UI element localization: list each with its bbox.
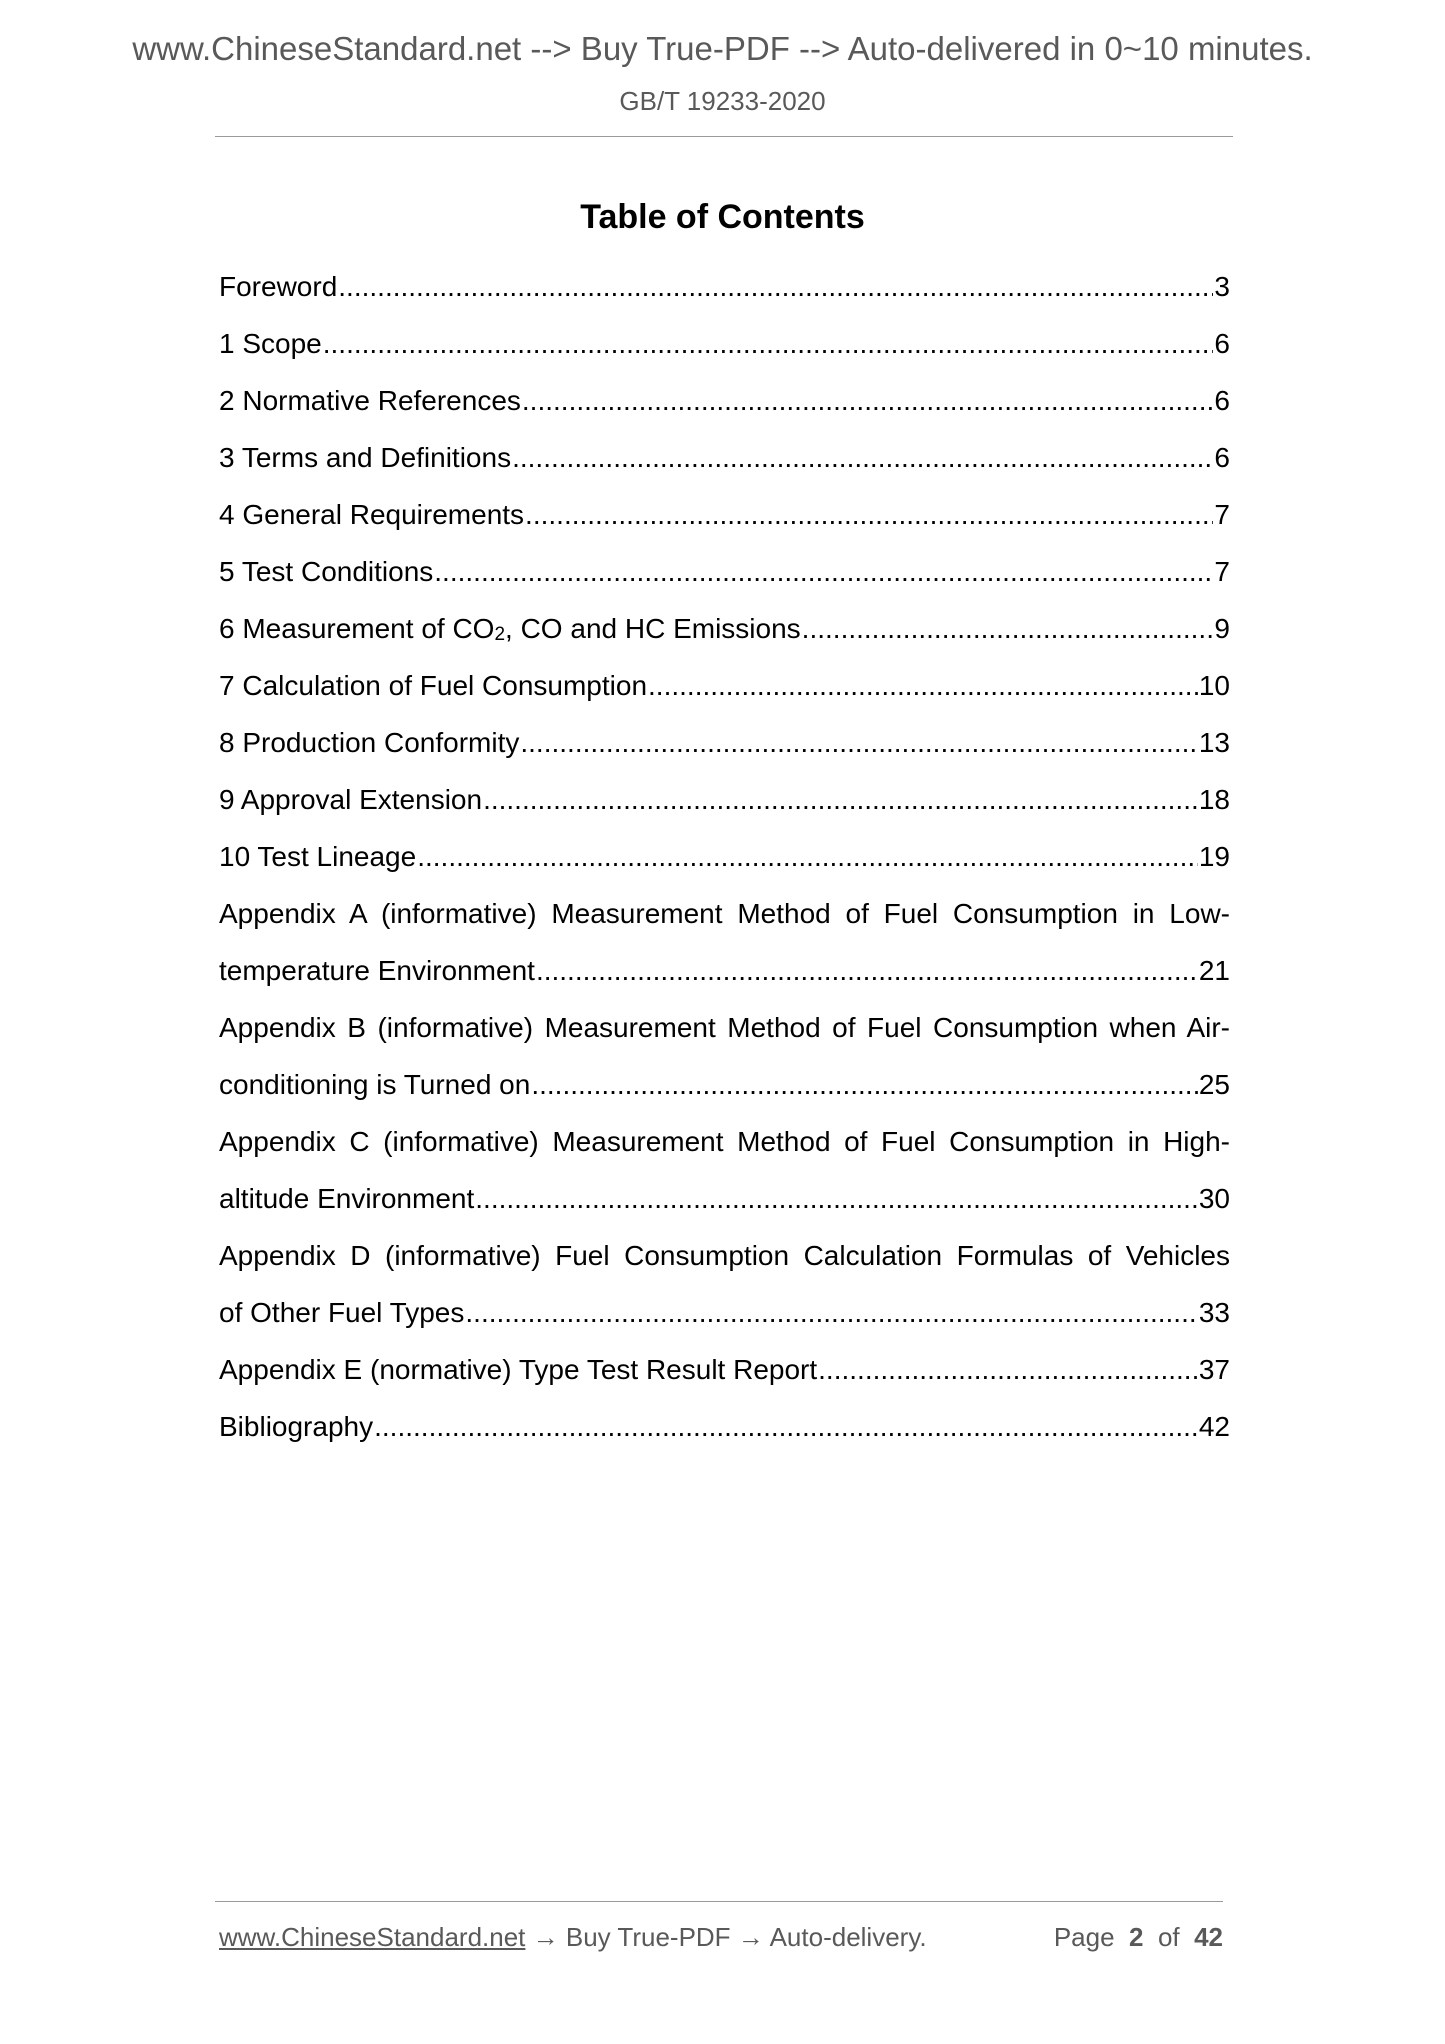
page-word: Page <box>1053 1922 1115 1952</box>
toc-entry-label: 7 Calculation of Fuel Consumption <box>219 670 648 701</box>
toc-entry-bibliography[interactable] <box>219 1398 1230 1455</box>
toc-page-number: 19 <box>1198 841 1230 872</box>
leader-dots <box>483 771 1198 828</box>
toc-page-number: 7 <box>1214 499 1230 530</box>
footer-delivery-text: Auto-delivery. <box>769 1922 927 1952</box>
toc-page-number: 6 <box>1214 385 1230 416</box>
leader-dots <box>818 1341 1198 1398</box>
toc-entry-label: Bibliography <box>219 1411 374 1442</box>
toc-page-number: 3 <box>1214 271 1230 302</box>
toc-entry-label: 8 Production Conformity <box>219 727 520 758</box>
leader-dots <box>475 1170 1198 1227</box>
toc-entry-production-conformity[interactable] <box>219 714 1230 771</box>
toc-entry-appendix-a-line1[interactable]: Appendix A (informative) Measurement Method of Fuel Consumption in Low- <box>219 898 1230 929</box>
header-divider <box>215 136 1233 137</box>
toc-page-number: 18 <box>1198 784 1230 815</box>
site-link[interactable]: www.ChineseStandard.net <box>219 1922 526 1952</box>
toc-entry-normative-references[interactable] <box>219 372 1230 429</box>
leader-dots <box>648 657 1198 714</box>
toc-entry-terms-definitions[interactable] <box>219 429 1230 486</box>
toc-page-number: 21 <box>1198 955 1230 986</box>
arrow-icon: → <box>730 1922 770 1952</box>
toc-page-number: 10 <box>1198 670 1230 701</box>
footer-buy-text: Buy True-PDF <box>565 1922 731 1952</box>
toc-entry-label: 5 Test Conditions <box>219 556 434 587</box>
toc-page-number: 42 <box>1198 1411 1230 1442</box>
toc-entry-appendix-d[interactable] <box>219 1284 1230 1341</box>
toc-entry-label <box>219 600 801 657</box>
toc-page-number: 6 <box>1214 442 1230 473</box>
toc-entry-measurement-emissions[interactable] <box>219 600 1230 657</box>
toc-entry-label: 2 Normative References <box>219 385 521 416</box>
toc-entry-appendix-d-line1[interactable]: Appendix D (informative) Fuel Consumption Calculation Formulas of Vehicles <box>219 1240 1230 1271</box>
leader-dots <box>417 828 1198 885</box>
subscript: 2 <box>494 624 506 645</box>
leader-dots <box>522 372 1214 429</box>
arrow-icon: → <box>525 1922 566 1952</box>
page-indicator <box>1054 1922 1223 1953</box>
table-of-contents <box>219 258 1230 1455</box>
toc-entry-label: temperature Environment <box>219 955 535 986</box>
toc-entry-label: 3 Terms and Definitions <box>219 442 512 473</box>
toc-entry-appendix-b-line1[interactable]: Appendix B (informative) Measurement Method of Fuel Consumption when Air- <box>219 1012 1230 1043</box>
toc-entry-label: of Other Fuel Types <box>219 1297 465 1328</box>
current-page-number: 2 <box>1129 1922 1144 1952</box>
leader-dots <box>338 258 1213 315</box>
toc-page-number: 30 <box>1198 1183 1230 1214</box>
toc-page-number: 25 <box>1198 1069 1230 1100</box>
footer-divider <box>215 1901 1223 1902</box>
toc-entry-label: altitude Environment <box>219 1183 475 1214</box>
toc-entry-label: 9 Approval Extension <box>219 784 483 815</box>
toc-entry-appendix-c-line1[interactable]: Appendix C (informative) Measurement Method of Fuel Consumption in High- <box>219 1126 1230 1157</box>
toc-entry-scope[interactable] <box>219 315 1230 372</box>
toc-title: Table of Contents <box>580 198 865 236</box>
toc-entry-appendix-e[interactable] <box>219 1341 1230 1398</box>
label-part: , CO and HC Emissions <box>505 613 801 644</box>
toc-page-number: 6 <box>1214 328 1230 359</box>
toc-page-number: 37 <box>1198 1354 1230 1385</box>
leader-dots <box>512 429 1213 486</box>
toc-entry-test-conditions[interactable] <box>219 543 1230 600</box>
label-part: 6 Measurement of CO <box>219 613 495 644</box>
leader-dots <box>531 1056 1198 1113</box>
toc-page-number: 13 <box>1198 727 1230 758</box>
toc-entry-label: 10 Test Lineage <box>219 841 417 872</box>
toc-page-number: 7 <box>1214 556 1230 587</box>
toc-entry-label: 4 General Requirements <box>219 499 525 530</box>
document-code: GB/T 19233-2020 <box>619 86 826 116</box>
toc-entry-fuel-calculation[interactable] <box>219 657 1230 714</box>
leader-dots <box>802 600 1214 657</box>
toc-entry-test-lineage[interactable] <box>219 828 1230 885</box>
toc-entry-label: Appendix E (normative) Type Test Result Report <box>219 1354 818 1385</box>
toc-entry-appendix-a[interactable] <box>219 942 1230 999</box>
toc-page-number: 9 <box>1214 613 1230 644</box>
total-pages: 42 <box>1194 1922 1223 1952</box>
leader-dots <box>520 714 1197 771</box>
leader-dots <box>374 1398 1198 1455</box>
toc-entry-label: Foreword <box>219 271 338 302</box>
toc-entry-foreword[interactable] <box>219 258 1230 315</box>
of-word: of <box>1157 1922 1180 1952</box>
toc-entry-appendix-b[interactable] <box>219 1056 1230 1113</box>
footer-promo <box>219 1922 927 1953</box>
leader-dots <box>536 942 1198 999</box>
site-banner: www.ChineseStandard.net --> Buy True-PDF --> Auto-delivered in 0~10 minutes. <box>132 30 1313 67</box>
leader-dots <box>525 486 1213 543</box>
leader-dots <box>323 315 1214 372</box>
leader-dots <box>434 543 1213 600</box>
toc-entry-label: conditioning is Turned on <box>219 1069 531 1100</box>
toc-entry-approval-extension[interactable] <box>219 771 1230 828</box>
toc-entry-appendix-c[interactable] <box>219 1170 1230 1227</box>
leader-dots <box>465 1284 1197 1341</box>
toc-page-number: 33 <box>1198 1297 1230 1328</box>
toc-entry-label: 1 Scope <box>219 328 322 359</box>
toc-entry-general-requirements[interactable] <box>219 486 1230 543</box>
